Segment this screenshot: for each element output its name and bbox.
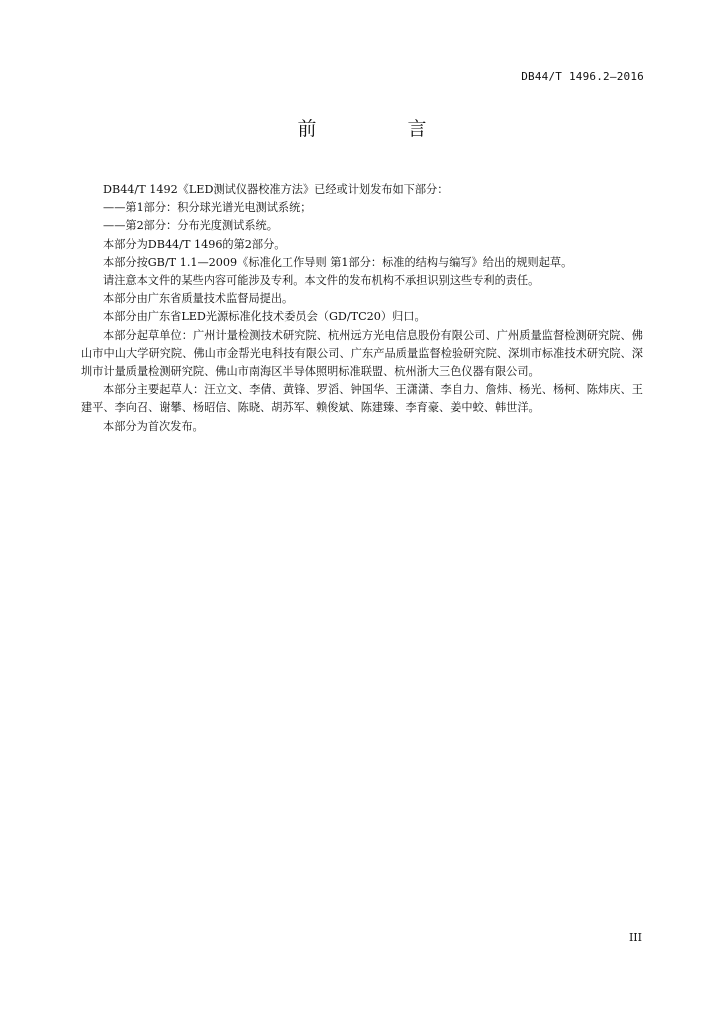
page-number: III xyxy=(628,931,642,944)
page-title: 前 言 xyxy=(297,118,463,140)
paragraph-drafting-units: 本部分起草单位：广州计量检测技术研究院、杭州远方光电信息股份有限公司、广州质量监督检测研究院、佛山市中山大学研究院、佛山市金帮光电科技有限公司、广东产品质量监督检验研究院、深圳市标准技术研究院、深圳市计量质量检测研究院、佛山市南海区半导体照明标准联盟、杭州浙大三色仪器有限公司。 xyxy=(81,328,643,379)
paragraph-series-intro: DB44/T 1492《LED测试仪器校准方法》已经或计划发布如下部分： xyxy=(103,183,449,196)
header-divider xyxy=(80,90,644,91)
foreword-body xyxy=(81,181,643,436)
paragraph-part-2: ——第2部分：分布光度测试系统。 xyxy=(103,219,278,233)
standard-code: DB44/T 1496.2—2016 xyxy=(521,70,644,83)
paragraph-patent-notice: 请注意本文件的某些内容可能涉及专利。本文件的发布机构不承担识别这些专利的责任。 xyxy=(103,274,540,288)
paragraph-this-part: 本部分为DB44/T 1496的第2部分。 xyxy=(103,237,286,251)
paragraph-proposer: 本部分由广东省质量技术监督局提出。 xyxy=(103,292,294,306)
paragraph-drafters: 本部分主要起草人：汪立文、李倩、黄锋、罗滔、钟国华、王潇潇、李自力、詹炜、杨光、杨柯、陈炜庆、王建平、李向召、谢攀、杨昭信、陈晓、胡苏军、赖俊斌、陈建臻、李育豪、姜中蛟、韩世洋。 xyxy=(81,383,643,415)
paragraph-part-1: ——第1部分：积分球光谱光电测试系统； xyxy=(103,201,312,215)
paragraph-drafting-rules: 本部分按GB/T 1.1—2009《标准化工作导则 第1部分：标准的结构与编写》给出的规则起草。 xyxy=(103,255,573,269)
paragraph-committee: 本部分由广东省LED光源标准化技术委员会（GD/TC20）归口。 xyxy=(103,310,426,324)
paragraph-first-release: 本部分为首次发布。 xyxy=(103,419,204,433)
